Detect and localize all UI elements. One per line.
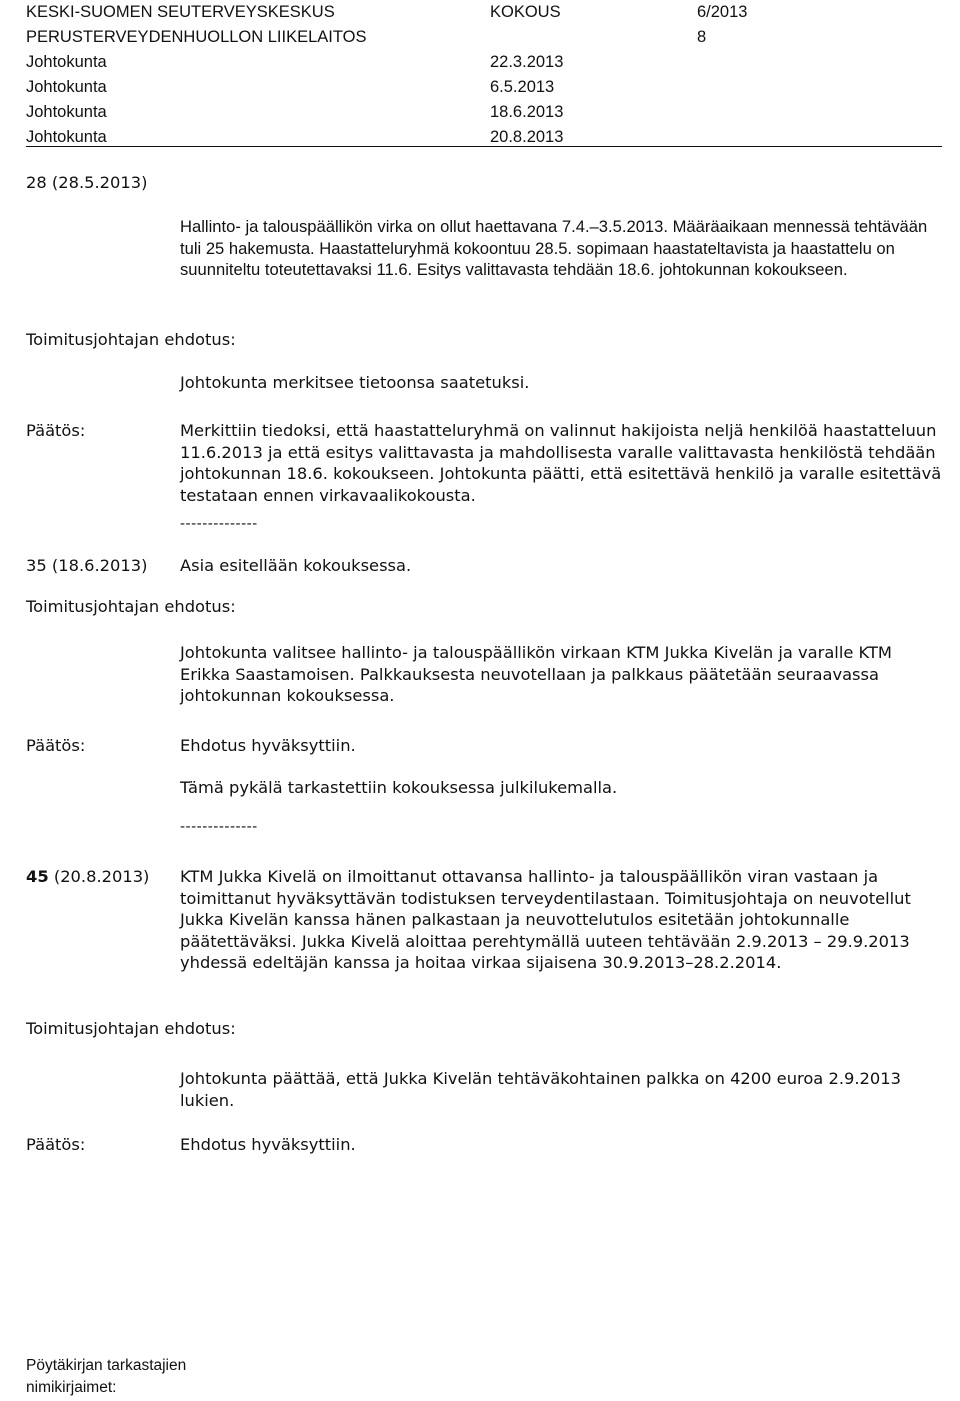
decision-text: Merkittiin tiedoksi, että haastatteluryhmä on valinnut hakijoista neljä henkilöä haastatteluun 11.6.2013 ja että esitys valittavasta ja mahdollisesta varalle valittavasta henkilöstä tehdään johtokunnan 18.6. kokoukseen. Johtokunta päätti, että esitettävä henkilö ja varalle esitettävä testataan ennen virkavaalikokousta.: [180, 421, 942, 505]
section-number: [26, 866, 149, 888]
section-separator: --------------: [180, 819, 258, 835]
footer-initials-label: nimikirjaimet:: [26, 1379, 117, 1396]
section-number-date: (20.8.2013): [48, 867, 150, 886]
decision-text: Ehdotus hyväksyttiin.: [180, 1135, 356, 1154]
page-footer: [26, 1355, 186, 1399]
meeting-date: 20.8.2013: [490, 128, 564, 146]
section-number: 35 (18.6.2013): [26, 556, 148, 575]
body-name: Johtokunta: [26, 78, 107, 96]
meeting-date: 6.5.2013: [490, 78, 555, 96]
decision-label: Päätös:: [26, 736, 86, 755]
meeting-date: 22.3.2013: [490, 53, 564, 71]
proposal-text: Johtokunta merkitsee tietoonsa saatetuksi.: [180, 373, 530, 392]
header-row: [26, 0, 942, 25]
section-body: KTM Jukka Kivelä on ilmoittanut ottavansa hallinto- ja talouspäällikön viran vastaan ja toimittanut hyväksyttävän todistuksen terveydentilastaan. Toimitusjohtaja on neuvotellut Jukka Kivelän kanssa hänen palkastaan ja neuvottelutulos esitetään johtokunnalle päätettäväksi. Jukka Kivelä aloittaa perehtymällä uuteen tehtävään 2.9.2013 – 29.9.2013 yhdessä edeltäjän kanssa ja hoitaa virkaa sijaisena 30.9.2013–28.2.2014.: [180, 867, 911, 972]
proposal-label: Toimitusjohtajan ehdotus:: [26, 597, 236, 616]
proposal-label: Toimitusjohtajan ehdotus:: [26, 1019, 236, 1038]
section-title: Asia esitellään kokouksessa.: [180, 556, 412, 575]
decision-label: Päätös:: [26, 1135, 86, 1154]
header-divider: [26, 146, 942, 147]
section-separator: --------------: [180, 516, 258, 532]
decision-text: Ehdotus hyväksyttiin.: [180, 736, 356, 755]
header-row: [26, 50, 942, 75]
body-name: Johtokunta: [26, 128, 107, 146]
body-name: Johtokunta: [26, 53, 107, 71]
section-number: 28 (28.5.2013): [26, 173, 148, 192]
proposal-text: Johtokunta päättää, että Jukka Kivelän tehtäväkohtainen palkka on 4200 euroa 2.9.2013 lukien.: [180, 1069, 901, 1110]
body-name: Johtokunta: [26, 103, 107, 121]
section-number-bold: 45: [26, 867, 49, 886]
section-body: Hallinto- ja talouspäällikön virka on ollut haettavana 7.4.–3.5.2013. Määräaikaan mennessä tehtävään tuli 25 hakemusta. Haastatteluryhmä kokoontuu 28.5. sopimaan haastateltavista ja haastattelu on suunniteltu toteutettavaksi 11.6. Esitys valittavasta tehdään 18.6. johtokunnan kokoukseen.: [180, 217, 928, 279]
meeting-date: 18.6.2013: [490, 103, 564, 121]
header-row: [26, 75, 942, 100]
organization-name: KESKI-SUOMEN SEUTERVEYSKESKUS: [26, 3, 335, 21]
decision-label: Päätös:: [26, 421, 86, 440]
footer-label: Pöytäkirjan tarkastajien: [26, 1357, 187, 1374]
proposal-label: Toimitusjohtajan ehdotus:: [26, 330, 236, 349]
meeting-number: 6/2013: [697, 3, 748, 21]
page-number: 8: [697, 28, 707, 46]
document-type: KOKOUS: [490, 3, 561, 21]
document-header: [26, 0, 942, 150]
header-row: [26, 100, 942, 125]
organization-unit: PERUSTERVEYDENHUOLLON LIIKELAITOS: [26, 28, 367, 46]
header-row: [26, 25, 942, 50]
section-note: Tämä pykälä tarkastettiin kokouksessa julkilukemalla.: [180, 778, 618, 797]
proposal-text: Johtokunta valitsee hallinto- ja talouspäällikön virkaan KTM Jukka Kivelän ja varalle KTM Erikka Saastamoisen. Palkkauksesta neuvotellaan ja palkkaus päätetään seuraavassa johtokunnan kokouksessa.: [180, 643, 892, 705]
